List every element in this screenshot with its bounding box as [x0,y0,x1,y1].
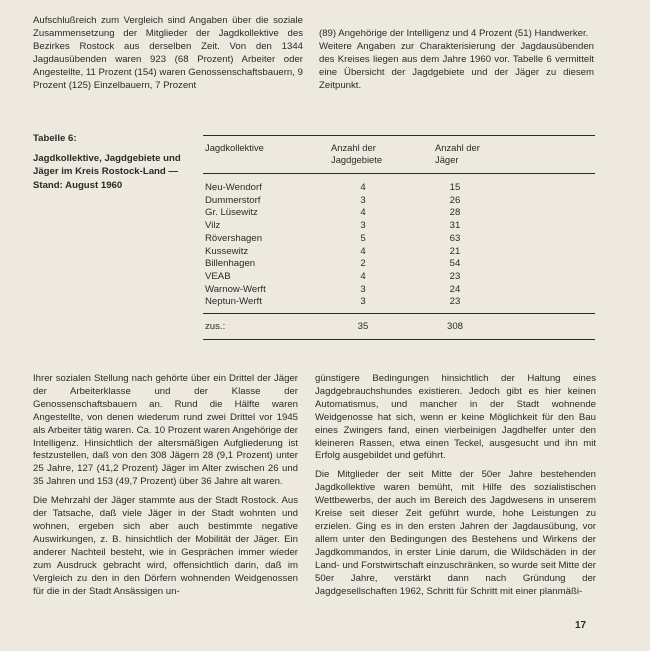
table-row [203,195,595,207]
top-left-paragraph: Aufschlußreich zum Vergleich sind Angaben über die soziale Zusammensetzung der Mitglieder der Jagdkollektive des Bezirkes Rostock aus derselben Zeit. Von den 1344 Jagdausübenden waren 923 (68 Prozent) Arbeiter oder Angestellte, 11 Prozent (154) waren Genossenschaftsbauern, 9 Prozent (125) Einzelbauern, 7 Prozent [33,15,303,91]
row-jaeger: 63 [449,232,461,244]
row-gebiete: 4 [360,182,366,193]
top-right-paragraph-2: Weitere Angaben zur Charakterisierung der Jagdausübenden des Kreises liegen aus dem Jahre 1960 vor. Tabelle 6 vermittelt eine Übersicht der Jagdgebiete und der Jäger zu diesem Zeitpunkt. [319,40,594,91]
total-jaeger: 308 [446,321,463,332]
table-row [203,220,595,232]
row-gebiete: 3 [360,283,366,295]
row-jaeger: 26 [449,194,461,206]
page-number: 17 [575,620,587,631]
row-jaeger: 28 [449,207,461,219]
row-gebiete: 3 [360,296,366,308]
row-name: Rövershagen [205,232,263,244]
bottom-right-text [315,373,596,604]
header-anzahl-jagdgebiete: Anzahl der Jagdgebiete [331,142,383,165]
table-header-rule [203,173,595,174]
row-jaeger: 31 [449,220,461,232]
row-gebiete: 2 [360,258,366,270]
row-name: VEAB [205,270,231,282]
table-label: Tabelle 6: [33,133,77,144]
table-row [203,284,595,296]
row-jaeger: 15 [449,182,461,193]
table-row [203,296,595,308]
row-name: Kussewitz [205,245,249,257]
table-row [203,182,595,194]
header-anzahl-jaeger: Anzahl der Jäger [435,142,480,165]
header-jagdkollektive: Jagdkollektive [205,142,264,153]
table-total-rule [203,313,595,314]
bottom-left-text [33,373,298,604]
data-table [203,135,595,343]
row-name: Neu-Wendorf [205,182,262,193]
row-jaeger: 21 [449,245,461,257]
table-row [203,258,595,270]
row-name: Dummerstorf [205,194,261,206]
top-right-paragraph-1: (89) Angehörige der Intelligenz und 4 Prozent (51) Handwerker. [319,28,589,39]
bottom-left-paragraph-1: Ihrer sozialen Stellung nach gehörte über ein Drittel der Jäger der Arbeiterklasse und der Klasse der Genossenschaftsbauern an. Rund die Hälfte waren Angestellte, von denen wiederum rund zwei Drittel vor 1945 als Arbeiter tätig waren. Ca. 10 Prozent waren Angehörige der Intelligenz. Hinsichtlich der altersmäßigen Aufgliederung ist festzustellen, daß von den 308 Jägern 28 (9,1 Prozent) unter 25 Jahre, 127 (41,2 Prozent) Jäger im Alter zwischen 26 und 35 Jahren und 153 (49,7 Prozent) über 36 Jahre alt waren. [33,373,298,488]
bottom-right-paragraph-1: günstigere Bedingungen hinsichtlich der Haltung eines Jagdgebrauchshundes existieren. Jedoch gibt es hier keinen Automatismus, und mancher in der Stadt wohnende Weidgenosse hat sich, wenn er keine Möglichkeit für den Bau eines Zwingers fand, einen vierbeinigen Jagdhelfer unter den kleineren Rassen, etwa einen Teckel, ausgesucht und ihn mit Erfolg ausgebildet und geführt. [315,373,596,462]
row-gebiete: 5 [360,232,366,244]
row-name: Neptun-Werft [205,296,262,308]
row-jaeger: 24 [449,283,461,295]
row-name: Vilz [205,220,221,232]
row-jaeger: 54 [449,258,461,270]
row-gebiete: 3 [360,194,366,206]
row-name: Gr. Lüsewitz [205,207,258,219]
table-bottom-rule [203,339,595,340]
top-right-text [319,28,594,99]
table-row [203,233,595,245]
table-row [203,271,595,283]
total-label: zus.: [205,321,226,332]
table-row [203,246,595,258]
row-jaeger: 23 [449,270,461,282]
row-gebiete: 4 [360,245,366,257]
table-row [203,207,595,219]
total-gebiete: 35 [357,321,369,332]
table-title: Jagdkollektive, Jagdgebiete und Jäger im Kreis Rostock-Land — Stand: August 1960 [33,152,181,191]
row-gebiete: 3 [360,220,366,232]
row-name: Warnow-Werft [205,283,266,295]
table-caption [33,132,188,192]
row-gebiete: 4 [360,270,366,282]
row-gebiete: 4 [360,207,366,219]
row-jaeger: 23 [449,296,461,308]
table-top-rule [203,135,595,136]
bottom-right-paragraph-2: Die Mitglieder der seit Mitte der 50er Jahre bestehenden Jagdkollektive waren bemüht, mit Hilfe des sozialistischen Wettbewerbs, der auch im Bereich des Jagdwesens in unserem Kreise seit dieser Zeit geführt wurde, hohe Leistungen zu erzielen. Ging es in den ersten Jahren der Jagdausübung, vor allem unter den Bedingungen des Bestehens und Wirkens der Jagdkommandos, in erster Linie darum, die Wildschäden in der Land- und Forstwirtschaft einzuschränken, so wurde seit Mitte der 50er Jahre, verstärkt dann nach Gründung der Jagdgesellschaften 1962, Schritt für Schritt mit einer planmäßi- [315,469,596,597]
row-name: Billenhagen [205,258,256,270]
bottom-left-paragraph-2: Die Mehrzahl der Jäger stammte aus der Stadt Rostock. Aus der Tatsache, daß viele Jäger in der Stadt wohnten und wohnen, ergeben sich aber auch bestimmte negative Auswirkungen, z. B. hinsichtlich der Mobilität der Jäger. Ein anderer Nachteil besteht, wie in Gesprächen immer wieder zum Ausdruck gebracht wird, offensichtlich darin, daß im Vergleich zu den in den Dörfern wohnenden Weidgenossen für die in der Stadt Ansässigen un- [33,495,298,597]
table-total-row [203,321,595,333]
